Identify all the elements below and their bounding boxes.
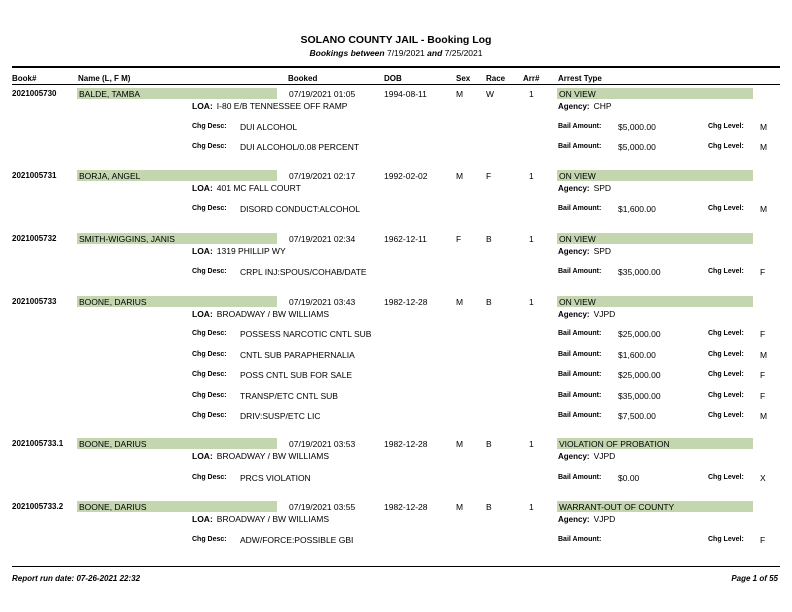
agency: [558, 246, 611, 256]
location-of-arrest: [192, 309, 329, 319]
chg-desc-label: Chg Desc:: [192, 205, 227, 212]
chg-level-label: Chg Level:: [708, 392, 744, 399]
location-of-arrest: [192, 183, 301, 193]
loa-label: LOA:: [192, 309, 213, 319]
loa-label: LOA:: [192, 183, 213, 193]
bail-amount-label: Bail Amount:: [558, 351, 602, 358]
arrest-type: ON VIEW: [559, 297, 596, 307]
agency: [558, 514, 615, 524]
loa-label: LOA:: [192, 101, 213, 111]
inmate-name: BORJA, ANGEL: [79, 171, 141, 181]
charge-level: F: [760, 370, 766, 380]
date-from: 7/19/2021: [386, 48, 425, 58]
agency-value: VJPD: [593, 514, 616, 524]
sex: M: [456, 297, 464, 307]
name-highlight: [77, 170, 277, 181]
arrest-number: 1: [529, 171, 534, 181]
bail-amount: $5,000.00: [618, 142, 656, 152]
col-header-race: Race: [486, 74, 506, 83]
book-number: 2021005733.2: [12, 502, 64, 511]
loa-value: BROADWAY / BW WILLIAMS: [216, 309, 330, 319]
chg-level-label: Chg Level:: [708, 474, 744, 481]
charge-level: M: [760, 204, 768, 214]
arrest-type-highlight: [557, 438, 753, 449]
arrest-type-highlight: [557, 233, 753, 244]
col-header-name: Name (L, F M): [78, 74, 131, 83]
charge-description: POSS CNTL SUB FOR SALE: [240, 370, 353, 380]
charge-description: DRIV:SUSP/ETC LIC: [240, 411, 321, 421]
agency-label: Agency:: [558, 310, 590, 319]
book-number: 2021005733.1: [12, 439, 64, 448]
location-of-arrest: [192, 514, 329, 524]
loa-label: LOA:: [192, 514, 213, 524]
col-header-sex: Sex: [456, 74, 471, 83]
agency: [558, 101, 612, 111]
race: W: [486, 89, 495, 99]
agency-value: VJPD: [593, 309, 616, 319]
arrest-type-highlight: [557, 296, 753, 307]
bail-amount-label: Bail Amount:: [558, 268, 602, 275]
charge-description: PRCS VIOLATION: [240, 473, 311, 483]
date-of-birth: 1982-12-28: [384, 439, 428, 449]
loa-value: BROADWAY / BW WILLIAMS: [216, 514, 330, 524]
book-number: 2021005732: [12, 234, 57, 243]
page-number: Page 1 of 55: [731, 574, 778, 583]
chg-desc-label: Chg Desc:: [192, 351, 227, 358]
charge-level: X: [760, 473, 766, 483]
inmate-name: BOONE, DARIUS: [79, 297, 147, 307]
col-header-booked: Booked: [288, 74, 318, 83]
bail-amount: $25,000.00: [618, 329, 661, 339]
chg-desc-label: Chg Desc:: [192, 536, 227, 543]
bail-amount-label: Bail Amount:: [558, 371, 602, 378]
charge-description: DISORD CONDUCT:ALCOHOL: [240, 204, 360, 214]
name-highlight: [77, 501, 277, 512]
race: B: [486, 234, 492, 244]
race: B: [486, 439, 492, 449]
arrest-number: 1: [529, 297, 534, 307]
agency-value: VJPD: [593, 451, 616, 461]
sex: M: [456, 439, 464, 449]
charge-description: DUI ALCOHOL: [240, 122, 298, 132]
inmate-name: BOONE, DARIUS: [79, 502, 147, 512]
date-of-birth: 1992-02-02: [384, 171, 428, 181]
charge-level: F: [760, 535, 766, 545]
agency-label: Agency:: [558, 247, 590, 256]
agency-label: Agency:: [558, 184, 590, 193]
loa-label: LOA:: [192, 451, 213, 461]
charge-description: ADW/FORCE:POSSIBLE GBI: [240, 535, 354, 545]
race: B: [486, 502, 492, 512]
inmate-name: BALDE, TAMBA: [79, 89, 141, 99]
bail-amount: $25,000.00: [618, 370, 661, 380]
chg-level-label: Chg Level:: [708, 205, 744, 212]
chg-desc-label: Chg Desc:: [192, 412, 227, 419]
loa-value: I-80 E/B TENNESSEE OFF RAMP: [216, 101, 348, 111]
subtitle-prefix: Bookings between: [309, 48, 385, 58]
arrest-number: 1: [529, 234, 534, 244]
book-number: 2021005730: [12, 89, 57, 98]
bail-amount: $1,600.00: [618, 204, 656, 214]
sex: M: [456, 89, 464, 99]
chg-level-label: Chg Level:: [708, 412, 744, 419]
charge-description: CNTL SUB PARAPHERNALIA: [240, 350, 355, 360]
chg-desc-label: Chg Desc:: [192, 123, 227, 130]
arrest-type: WARRANT-OUT OF COUNTY: [559, 502, 675, 512]
bail-amount: $5,000.00: [618, 122, 656, 132]
arrest-number: 1: [529, 502, 534, 512]
bail-amount: $0.00: [618, 473, 640, 483]
bail-amount-label: Bail Amount:: [558, 330, 602, 337]
charge-level: M: [760, 122, 768, 132]
bail-amount-label: Bail Amount:: [558, 205, 602, 212]
arrest-number: 1: [529, 89, 534, 99]
charge-description: DUI ALCOHOL/0.08 PERCENT: [240, 142, 360, 152]
subtitle-and: and: [427, 48, 443, 58]
arrest-type-highlight: [557, 501, 753, 512]
agency: [558, 183, 611, 193]
arrest-type: ON VIEW: [559, 171, 596, 181]
col-header-dob: DOB: [384, 74, 402, 83]
agency-label: Agency:: [558, 102, 590, 111]
agency-value: CHP: [593, 101, 612, 111]
arrest-type: ON VIEW: [559, 234, 596, 244]
chg-level-label: Chg Level:: [708, 351, 744, 358]
sex: M: [456, 502, 464, 512]
chg-level-label: Chg Level:: [708, 330, 744, 337]
chg-desc-label: Chg Desc:: [192, 268, 227, 275]
date-to: 7/25/2021: [444, 48, 483, 58]
charge-level: F: [760, 391, 766, 401]
name-highlight: [77, 296, 277, 307]
charge-level: F: [760, 329, 766, 339]
chg-desc-label: Chg Desc:: [192, 474, 227, 481]
bail-amount: $7,500.00: [618, 411, 656, 421]
date-of-birth: 1982-12-28: [384, 297, 428, 307]
book-number: 2021005733: [12, 297, 57, 306]
inmate-name: SMITH-WIGGINS, JANIS: [79, 234, 175, 244]
bail-amount: $35,000.00: [618, 267, 661, 277]
inmate-name: BOONE, DARIUS: [79, 439, 147, 449]
bail-amount-label: Bail Amount:: [558, 474, 602, 481]
booked-datetime: 07/19/2021 02:34: [289, 234, 356, 244]
booked-datetime: 07/19/2021 02:17: [289, 171, 356, 181]
bail-amount-label: Bail Amount:: [558, 123, 602, 130]
name-highlight: [77, 88, 277, 99]
charge-level: M: [760, 350, 768, 360]
header-bottom-rule: [12, 84, 780, 85]
booked-datetime: 07/19/2021 03:43: [289, 297, 356, 307]
loa-value: 401 MC FALL COURT: [216, 183, 301, 193]
chg-desc-label: Chg Desc:: [192, 371, 227, 378]
charge-description: POSSESS NARCOTIC CNTL SUB: [240, 329, 372, 339]
bail-amount-label: Bail Amount:: [558, 143, 602, 150]
chg-level-label: Chg Level:: [708, 371, 744, 378]
agency-label: Agency:: [558, 515, 590, 524]
col-header-arr: Arr#: [523, 74, 540, 83]
date-of-birth: 1994-08-11: [384, 89, 427, 99]
date-of-birth: 1962-12-11: [384, 234, 427, 244]
arrest-type-highlight: [557, 88, 753, 99]
date-of-birth: 1982-12-28: [384, 502, 428, 512]
footer-rule: [12, 566, 780, 567]
race: B: [486, 297, 492, 307]
charge-description: CRPL INJ:SPOUS/COHAB/DATE: [240, 267, 367, 277]
agency: [558, 309, 615, 319]
sex: M: [456, 171, 464, 181]
name-highlight: [77, 438, 277, 449]
charge-level: F: [760, 267, 766, 277]
arrest-number: 1: [529, 439, 534, 449]
chg-desc-label: Chg Desc:: [192, 392, 227, 399]
arrest-type-highlight: [557, 170, 753, 181]
loa-value: BROADWAY / BW WILLIAMS: [216, 451, 330, 461]
chg-level-label: Chg Level:: [708, 268, 744, 275]
location-of-arrest: [192, 451, 329, 461]
arrest-type: ON VIEW: [559, 89, 596, 99]
header-top-rule: [12, 66, 780, 68]
bail-amount: $1,600.00: [618, 350, 656, 360]
location-of-arrest: [192, 101, 347, 111]
booked-datetime: 07/19/2021 03:53: [289, 439, 356, 449]
bail-amount-label: Bail Amount:: [558, 412, 602, 419]
chg-level-label: Chg Level:: [708, 536, 744, 543]
chg-desc-label: Chg Desc:: [192, 330, 227, 337]
bail-amount: $35,000.00: [618, 391, 661, 401]
location-of-arrest: [192, 246, 286, 256]
book-number: 2021005731: [12, 171, 57, 180]
chg-desc-label: Chg Desc:: [192, 143, 227, 150]
booked-datetime: 07/19/2021 01:05: [289, 89, 356, 99]
race: F: [486, 171, 492, 181]
agency-value: SPD: [593, 183, 612, 193]
bail-amount-label: Bail Amount:: [558, 536, 602, 543]
agency-label: Agency:: [558, 452, 590, 461]
agency-value: SPD: [593, 246, 612, 256]
report-run-date: Report run date: 07-26-2021 22:32: [12, 574, 141, 583]
name-highlight: [77, 233, 277, 244]
loa-label: LOA:: [192, 246, 213, 256]
report-subtitle: [0, 48, 792, 58]
charge-description: TRANSP/ETC CNTL SUB: [240, 391, 338, 401]
charge-level: M: [760, 411, 768, 421]
bail-amount-label: Bail Amount:: [558, 392, 602, 399]
report-title: SOLANO COUNTY JAIL - Booking Log: [300, 34, 492, 46]
booked-datetime: 07/19/2021 03:55: [289, 502, 356, 512]
chg-level-label: Chg Level:: [708, 143, 744, 150]
chg-level-label: Chg Level:: [708, 123, 744, 130]
sex: F: [456, 234, 462, 244]
col-header-book: Book#: [12, 74, 37, 83]
agency: [558, 451, 615, 461]
loa-value: 1319 PHILLIP WY: [216, 246, 286, 256]
charge-level: M: [760, 142, 768, 152]
arrest-type: VIOLATION OF PROBATION: [559, 439, 670, 449]
col-header-arrest-type: Arrest Type: [558, 74, 602, 83]
